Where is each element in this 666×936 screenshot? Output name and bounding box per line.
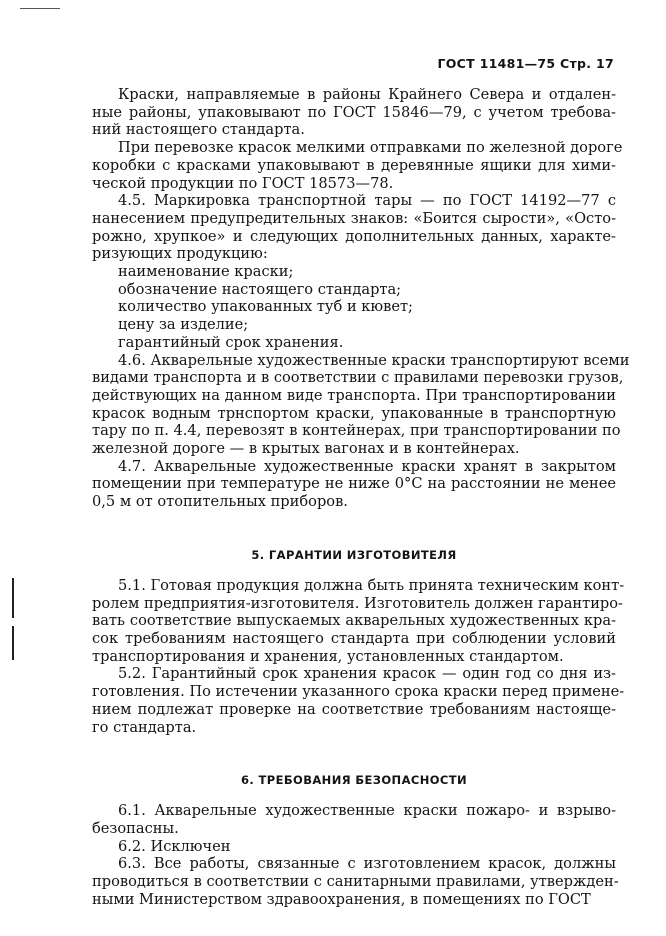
text-line: проводиться в соответствии с санитарными правилами, утвержден-: [92, 873, 619, 891]
text-line: рожно, хрупкое» и следующих дополнительных данных, характе-: [92, 227, 616, 245]
text-line: красок водным трнспортом краски, упакованные в транспортную: [92, 404, 616, 422]
text-line: 4.5. Маркировка транспортной тары — по ГОСТ 14192—77 с: [118, 192, 616, 210]
paragraph: [92, 192, 616, 263]
text-line: ризующих продукцию:: [92, 245, 268, 263]
text-line: 4.7. Акварельные художественные краски хранят в закрытом: [118, 457, 616, 475]
text-line: 4.6. Акварельные художественные краски транспортируют всеми: [118, 351, 630, 369]
document-body: [92, 86, 630, 908]
margin-mark: [12, 578, 14, 618]
section-gap: [92, 511, 616, 547]
text-line: ческой продукции по ГОСТ 18573—78.: [92, 174, 394, 192]
text-line: нанесением предупредительных знаков: «Боится сырости», «Осто-: [92, 209, 616, 227]
text-line: ролем предприятия-изготовителя. Изготовитель должен гарантиро-: [92, 594, 623, 612]
text-line: помещении при температуре не ниже 0°С на расстоянии не менее: [92, 475, 616, 493]
text-line: железной дороге — в крытых вагонах и в контейнерах.: [92, 440, 520, 458]
margin-mark: [12, 626, 14, 660]
section-heading: 5. ГАРАНТИИ ИЗГОТОВИТЕЛЯ: [251, 547, 457, 562]
text-line: ний настоящего стандарта.: [92, 121, 305, 139]
list-item: количество упакованных туб и кювет;: [118, 298, 413, 316]
text-line: сок требованиям настоящего стандарта при соблюдении условий: [92, 629, 616, 647]
paragraph: [92, 665, 625, 736]
paragraph: [92, 855, 619, 908]
paragraph: [92, 802, 616, 837]
text-line: 0,5 м от отопительных приборов.: [92, 493, 348, 511]
text-line: Краски, направляемые в районы Крайнего Севера и отдален-: [118, 86, 616, 103]
list-item: обозначение настоящего стандарта;: [118, 280, 402, 298]
section-gap: [92, 789, 616, 802]
list-block: [92, 263, 616, 352]
text-line: го стандарта.: [92, 718, 197, 736]
section-gap: [92, 564, 616, 577]
paragraph: [92, 576, 625, 666]
text-line: 6.2. Исключен: [118, 837, 231, 855]
text-line: действующих на данном виде транспорта. При транспортировании: [92, 386, 616, 404]
text-line: безопасны.: [92, 819, 179, 837]
text-line: 5.2. Гарантийный срок хранения красок — один год со дня из-: [118, 665, 616, 683]
page-header: ГОСТ 11481—75 Стр. 17: [437, 56, 614, 71]
scan-edge-line: [20, 8, 60, 9]
text-line: 5.1. Готовая продукция должна быть принята техническим конт-: [118, 576, 625, 594]
text-line: 6.1. Акварельные художественные краски пожаро- и взрыво-: [118, 802, 616, 820]
text-line: ными Министерством здравоохранения, в помещениях по ГОСТ: [92, 890, 591, 908]
section-gap: [92, 736, 616, 772]
text-line: видами транспорта и в соответствии с правилами перевозки грузов,: [92, 369, 624, 387]
paragraph: [92, 86, 616, 139]
text-line: нием подлежат проверке на соответствие требованиям настояще-: [92, 700, 616, 718]
text-line: 6.3. Все работы, связанные с изготовлением красок, должны: [118, 855, 616, 873]
text-line: ные районы, упаковывают по ГОСТ 15846—79, с учетом требова-: [92, 103, 616, 121]
text-line: тару по п. 4.4, перевозят в контейнерах, при транспортировании по: [92, 422, 621, 440]
paragraph: [92, 139, 623, 192]
text-line: готовления. По истечении указанного срока краски перед примене-: [92, 683, 625, 701]
list-item: гарантийный срок хранения.: [118, 333, 344, 351]
text-line: транспортирования и хранения, установленных стандартом.: [92, 647, 564, 665]
paragraph: [92, 838, 616, 856]
text-line: вать соответствие выпускаемых акварельных художественных кра-: [92, 612, 616, 630]
text-line: коробки с красками упаковывают в деревянные ящики для хими-: [92, 156, 616, 174]
list-item: цену за изделие;: [118, 316, 249, 334]
list-item: наименование краски;: [118, 263, 294, 281]
text-line: При перевозке красок мелкими отправками по железной дороге: [118, 139, 623, 157]
section-heading: 6. ТРЕБОВАНИЯ БЕЗОПАСНОСТИ: [240, 773, 468, 788]
paragraph: [92, 458, 616, 511]
paragraph: [92, 351, 630, 458]
